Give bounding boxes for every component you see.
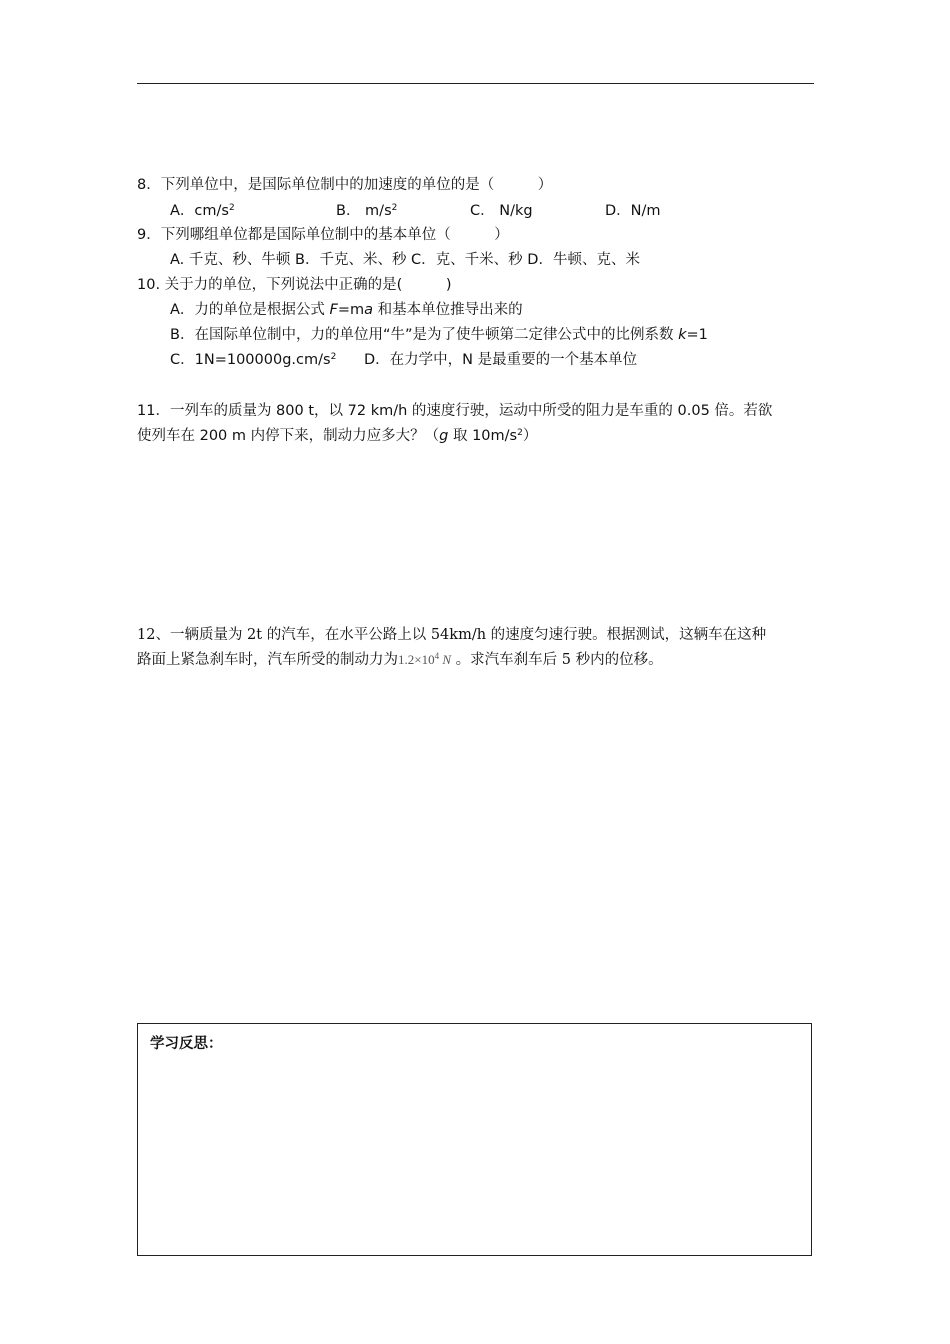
q8-option-d: D．N/m <box>605 203 661 219</box>
q8-option-b: B． $m/s^2$ <box>336 203 398 219</box>
q11-line1: 11．一列车的质量为 800 t，以 72 km/h 的速度行驶，运动中所受的阻力是车重的 0.05 倍。若欲 <box>137 403 773 419</box>
q10-stem: 10. 关于力的单位，下列说法中正确的是( ) <box>137 277 452 293</box>
q9-stem: 9．下列哪组单位都是国际单位制中的基本单位（ ） <box>137 227 509 243</box>
q12-line1: 12、一辆质量为 2t 的汽车，在水平公路上以 54km/h 的速度匀速行驶。根据测试，这辆车在这种 <box>137 627 767 643</box>
reflection-title: 学习反思： <box>150 1036 223 1052</box>
q10-option-d: D．在力学中，N 是最重要的一个基本单位 <box>364 352 638 368</box>
q10-option-c: C．$1N=100000g.cm/s^2$ <box>170 352 337 368</box>
q12-line2: 路面上紧急刹车时，汽车所受的制动力为$1.2\times 10^4$ N 。求汽车刹车后 5 秒内的位移。 <box>137 651 663 668</box>
q8-stem: 8．下列单位中，是国际单位制中的加速度的单位的是（ ） <box>137 177 553 193</box>
brake-force-formula: $1.2\times 10^4$ N <box>398 651 452 667</box>
q9-options: A. 千克、秒、牛顿 B．千克、米、秒 C．克、千米、秒 D．牛顿、克、米 <box>170 252 640 268</box>
q10-option-b: B．在国际单位制中，力的单位用“牛”是为了使牛顿第二定律公式中的比例系数 k=1 <box>170 327 708 343</box>
q11-line2: 使列车在 200 m 内停下来，制动力应多大？（g 取 $10m/s^2$） <box>137 428 538 444</box>
q8-option-a: A．$cm/s^2$ <box>170 203 235 219</box>
q10-option-a: A．力的单位是根据公式 F=ma 和基本单位推导出来的 <box>170 302 523 318</box>
reflection-box <box>137 1023 812 1256</box>
q8-option-c: C． N/kg <box>470 203 533 219</box>
header-rule <box>137 83 814 84</box>
